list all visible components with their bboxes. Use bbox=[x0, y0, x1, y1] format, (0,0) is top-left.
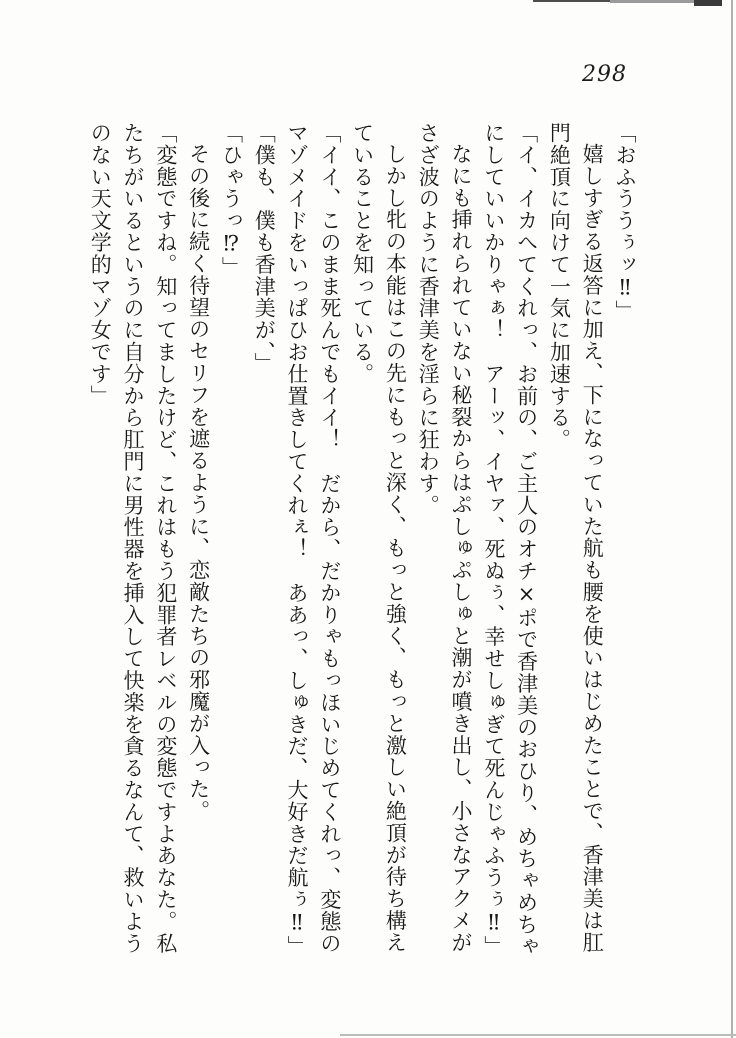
scan-artifact-top-line bbox=[610, 0, 695, 3]
scan-artifact-top-line bbox=[694, 0, 722, 6]
paragraph: 「僕も、僕も香津美が、」 bbox=[252, 122, 277, 375]
paragraph: 「ひゃうっ⁉」 bbox=[219, 122, 244, 279]
page-text-block bbox=[83, 122, 641, 960]
paragraph: なにも挿れられていない秘裂からはぷしゅぷしゅと潮が噴き出し、小さなアクメがさざ波のように香津美を淫らに狂わす。 bbox=[416, 122, 474, 954]
scan-artifact-top-line bbox=[533, 0, 610, 2]
paragraph: 「おふううぅッ‼」 bbox=[613, 122, 637, 323]
paragraph: 「イ、イカへてくれっ、お前の、ご主人のオチ×ポで香津美のおひり、めちゃめちゃにしていいかりゃぁ！ アーッ、イヤァ、死ぬぅ、幸せしゅぎて死んじゃふうぅ‼」 bbox=[481, 122, 539, 958]
paragraph: しかし牝の本能はこの先にもっと深く、もっと強く、もっと激しい絶頂が待ち構えていることを知っている。 bbox=[350, 122, 408, 954]
scan-edge-right bbox=[731, 0, 733, 1038]
scan-edge-bottom bbox=[340, 1034, 736, 1036]
page-number: 298 bbox=[582, 62, 627, 87]
paragraph: 「変態ですね。知ってましたけど、これはもう犯罪者レベルの変態ですよあなた。私たちがいるというのに自分から肛門に男性器を挿入して快楽を貪るなんて、救いようのない天文学的マゾ女です」 bbox=[88, 122, 178, 955]
paragraph: 「イイ、このまま死んでもイイ！ だから、だかりゃもっほいじめてくれっ、変態のマゾメイドをいっぱひお仕置きしてくれぇ！ ああっ、しゅきだ、大好きだ航ぅ‼」 bbox=[285, 122, 342, 958]
paragraph: 嬉しすぎる返答に加え、下になっていた航も腰を使いはじめたことで、香津美は肛門絶頂に向けて一気に加速する。 bbox=[547, 122, 605, 954]
paragraph: その後に続く待望のセリフを遮るように、恋敵たちの邪魔が入った。 bbox=[186, 143, 211, 822]
